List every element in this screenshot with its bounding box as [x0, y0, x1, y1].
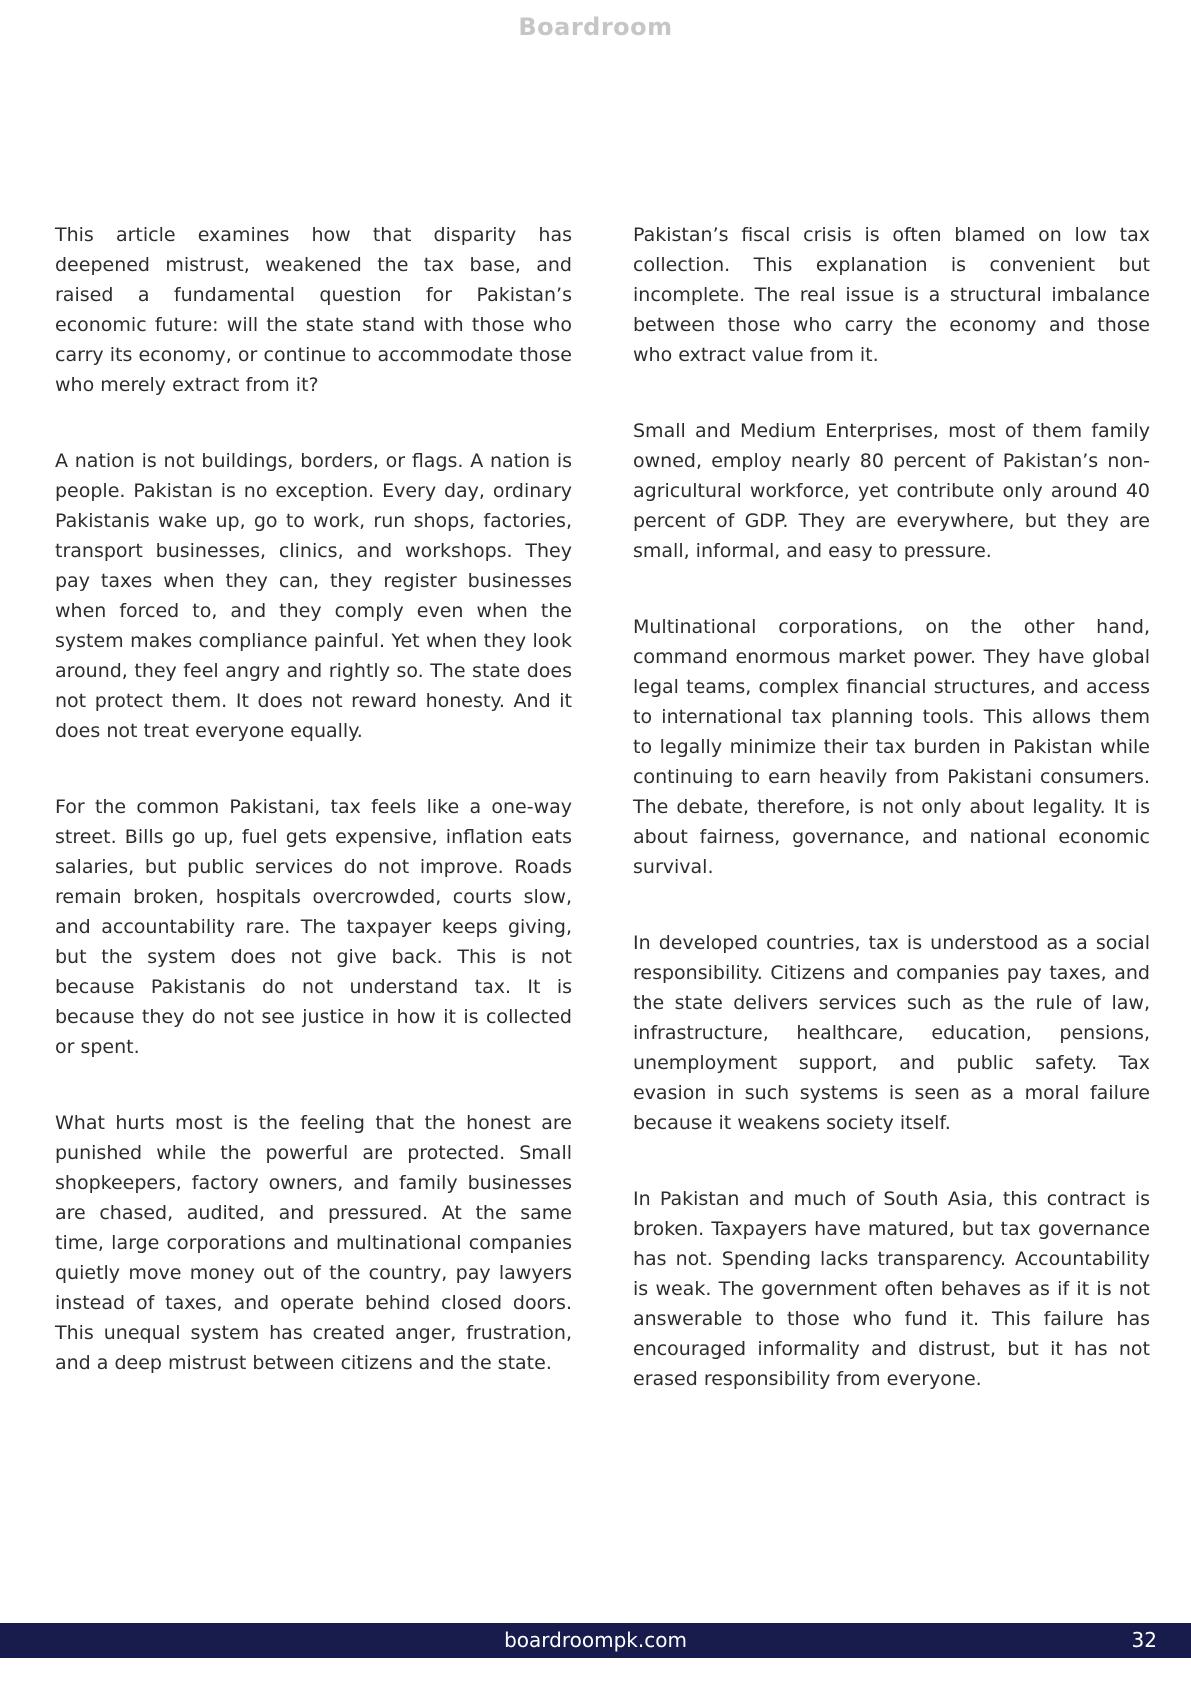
paragraph: Pakistan’s fiscal crisis is often blamed on low tax collection. This explanation is convenient but incomplete. The real issue is a structural imbalance between those who carry the economy and those who extract value from it. [633, 224, 1150, 366]
paragraph: Multinational corporations, on the other hand, command enormous market power. They have global legal teams, complex financial structures, and access to international tax planning tools. This allows them to legally minimize their tax burden in Pakistan while continuing to earn heavily from Pakistani consumers. The debate, therefore, is not only about legality. It is about fairness, governance, and national economic survival. [633, 616, 1150, 878]
paragraph: This article examines how that disparity has deepened mistrust, weakened the tax base, and raised a fundamental question for Pakistan’s economic future: will the state stand with those who carry its economy, or continue to accommodate those who merely extract from it? [55, 224, 572, 396]
paragraph: A nation is not buildings, borders, or flags. A nation is people. Pakistan is no exception. Every day, ordinary Pakistanis wake up, go to work, run shops, factories, transport businesses, clinics, and workshops. They pay taxes when they can, they register businesses when forced to, and they comply even when the system makes compliance painful. Yet when they look around, they feel angry and rightly so. The state does not protect them. It does not reward honesty. And it does not treat everyone equally. [55, 450, 572, 742]
page-title: Boardroom [518, 13, 673, 41]
paragraph: Small and Medium Enterprises, most of them family owned, employ nearly 80 percent of Pakistan’s non-agricultural workforce, yet contribute only around 40 percent of GDP. They are everywhere, but they are small, informal, and easy to pressure. [633, 420, 1150, 562]
footer-page-number: 32 [1131, 1628, 1157, 1652]
footer-website: boardroompk.com [504, 1628, 687, 1652]
paragraph: In Pakistan and much of South Asia, this contract is broken. Taxpayers have matured, but tax governance has not. Spending lacks transparency. Accountability is weak. The government often behaves as if it is not answerable to those who fund it. This failure has encouraged informality and distrust, but it has not erased responsibility from everyone. [633, 1188, 1150, 1390]
paragraph: For the common Pakistani, tax feels like a one-way street. Bills go up, fuel gets expensive, inflation eats salaries, but public services do not improve. Roads remain broken, hospitals overcrowded, courts slow, and accountability rare. The taxpayer keeps giving, but the system does not give back. This is not because Pakistanis do not understand tax. It is because they do not see justice in how it is collected or spent. [55, 796, 572, 1058]
paragraph: What hurts most is the feeling that the honest are punished while the powerful are protected. Small shopkeepers, factory owners, and family businesses are chased, audited, and pressured. At the same time, large corporations and multinational companies quietly move money out of the country, pay lawyers instead of taxes, and operate behind closed doors. This unequal system has created anger, frustration, and a deep mistrust between citizens and the state. [55, 1112, 572, 1374]
right-column [633, 220, 1150, 1440]
paragraph: In developed countries, tax is understood as a social responsibility. Citizens and companies pay taxes, and the state delivers services such as the rule of law, infrastructure, healthcare, education, pensions, unemployment support, and public safety. Tax evasion in such systems is seen as a moral failure because it weakens society itself. [633, 932, 1150, 1134]
left-column [55, 220, 572, 1440]
footer-bar [0, 1623, 1191, 1658]
article-body [55, 220, 1150, 1440]
